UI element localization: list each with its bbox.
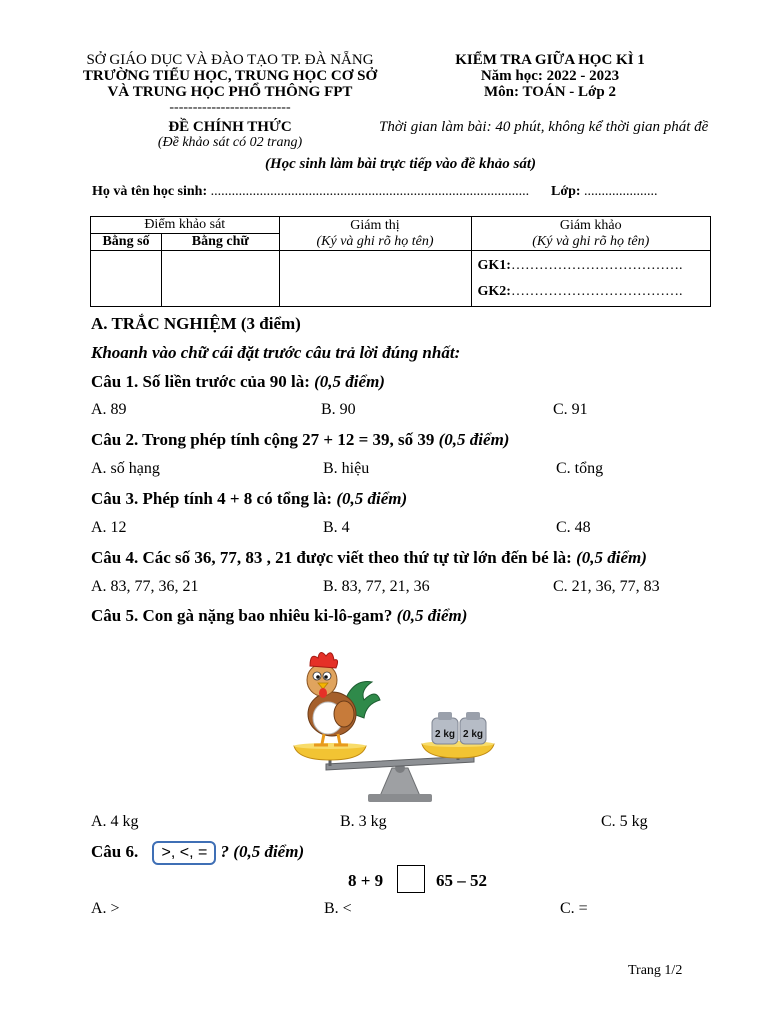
q6-expression-right: 65 – 52 [436,871,487,890]
gk1-label: GK1: [477,257,511,273]
ministry-name: SỞ GIÁO DỤC VÀ ĐÀO TẠO TP. ĐÀ NẴNG [86,52,374,68]
student-name-dots: ........................................................................................... [210,184,530,199]
weight-icon [432,712,458,744]
weight-icon [460,712,486,744]
q5-option-b[interactable]: B. 3 kg [340,813,387,830]
comparison-symbols-box: >, <, = [152,841,216,865]
question-5-points: (0,5 điểm) [396,606,468,625]
question-3-points: (0,5 điểm) [336,489,408,508]
gk2-dots: ………………………………. [510,283,683,299]
examiner-note: (Ký và ghi rõ họ tên) [532,233,650,249]
question-4-text: Câu 4. Các số 36, 77, 83 , 21 được viết theo thứ tự từ lớn đến bé là: [91,548,572,567]
question-1 [91,372,385,392]
gk1-dots: ………………………………. [510,257,683,273]
q4-option-c[interactable]: C. 21, 36, 77, 83 [553,578,660,595]
school-year: Năm học: 2022 - 2023 [480,68,620,84]
question-5 [91,606,467,626]
question-5-text: Câu 5. Con gà nặng bao nhiêu ki-lô-gam? [91,606,393,625]
q4-option-b[interactable]: B. 83, 77, 21, 36 [323,578,430,595]
left-pan-icon [294,743,366,760]
question-6-text: Câu 6. [91,842,139,861]
q6-option-c[interactable]: C. = [560,900,588,917]
class-line[interactable] [551,184,658,200]
q6-expression-left: 8 + 9 [348,871,384,890]
by-number-header: Bằng số [91,234,162,251]
page-number: Trang 1/2 [628,963,683,978]
official-label: ĐỀ CHÍNH THỨC [168,119,292,135]
section-a-title: A. TRẮC NGHIỆM (3 điểm) [91,314,301,333]
pages-note: (Đề khảo sát có 02 trang) [157,135,303,150]
q6-answer-box[interactable] [397,865,425,893]
class-dots: ..................... [584,184,658,199]
proctor-sign-cell[interactable] [279,251,471,307]
gk2-label: GK2: [477,283,511,299]
q1-option-a[interactable]: A. 89 [91,401,127,418]
question-4-points: (0,5 điểm) [576,548,647,567]
q2-option-b[interactable]: B. hiệu [323,460,370,477]
q4-option-a[interactable]: A. 83, 77, 36, 21 [91,578,199,595]
q3-option-c[interactable]: C. 48 [556,519,591,536]
q2-option-a[interactable]: A. số hạng [91,460,160,477]
weight-label-2: 2 kg [462,729,484,740]
by-words-header: Bằng chữ [162,234,280,251]
examiner-header [471,217,711,251]
question-2-points: (0,5 điểm) [438,430,510,449]
exam-instruction: (Học sinh làm bài trực tiếp vào đề khảo sát) [264,156,537,172]
question-6 [91,841,304,865]
examiner-sign-cell[interactable] [471,251,711,307]
proctor-label: Giám thị [350,217,400,233]
question-3-text: Câu 3. Phép tính 4 + 8 có tổng là: [91,489,333,508]
q5-option-c[interactable]: C. 5 kg [601,813,648,830]
proctor-note: (Ký và ghi rõ họ tên) [316,233,434,249]
proctor-header [279,217,471,251]
rooster-balance-illustration [280,638,520,806]
q3-option-a[interactable]: A. 12 [91,519,127,536]
question-2-text: Câu 2. Trong phép tính cộng 27 + 12 = 39, số 39 [91,430,435,449]
class-label: Lớp: [551,184,581,199]
q5-option-a[interactable]: A. 4 kg [91,813,139,830]
grade-table [90,216,711,307]
school-name-line1: TRƯỜNG TIỂU HỌC, TRUNG HỌC CƠ SỞ [82,68,378,84]
time-note: Thời gian làm bài: 40 phút, không kể thời gian phát đề [379,119,709,135]
examiner-label: Giám khảo [559,217,622,233]
question-3 [91,489,407,509]
score-words-cell[interactable] [162,251,280,307]
q1-option-c[interactable]: C. 91 [553,401,588,418]
subject-grade: Môn: TOÁN - Lớp 2 [484,84,616,100]
student-name-line[interactable] [92,184,529,200]
rooster-icon [307,652,380,745]
q6-option-a[interactable]: A. > [91,900,120,917]
q1-option-b[interactable]: B. 90 [321,401,356,418]
exam-title: KIỂM TRA GIỮA HỌC KÌ 1 [455,52,645,68]
scale-base-icon [368,763,432,802]
q3-option-b[interactable]: B. 4 [323,519,350,536]
student-name-label: Họ và tên học sinh: [92,184,208,199]
q2-option-c[interactable]: C. tổng [556,460,604,477]
q6-option-b[interactable]: B. < [324,900,352,917]
question-1-points: (0,5 điểm) [314,372,385,391]
question-6-points: ? (0,5 điểm) [220,842,305,861]
score-number-cell[interactable] [91,251,162,307]
weight-label-1: 2 kg [434,729,456,740]
question-1-text: Câu 1. Số liền trước của 90 là: [91,372,310,391]
school-name-line2: VÀ TRUNG HỌC PHỔ THÔNG FPT [107,84,353,100]
question-4 [91,548,647,568]
section-a-instruction: Khoanh vào chữ cái đặt trước câu trả lời đúng nhất: [91,343,461,362]
question-2 [91,430,509,450]
score-header: Điểm khảo sát [91,217,280,234]
header-divider: -------------------------- [169,100,291,115]
